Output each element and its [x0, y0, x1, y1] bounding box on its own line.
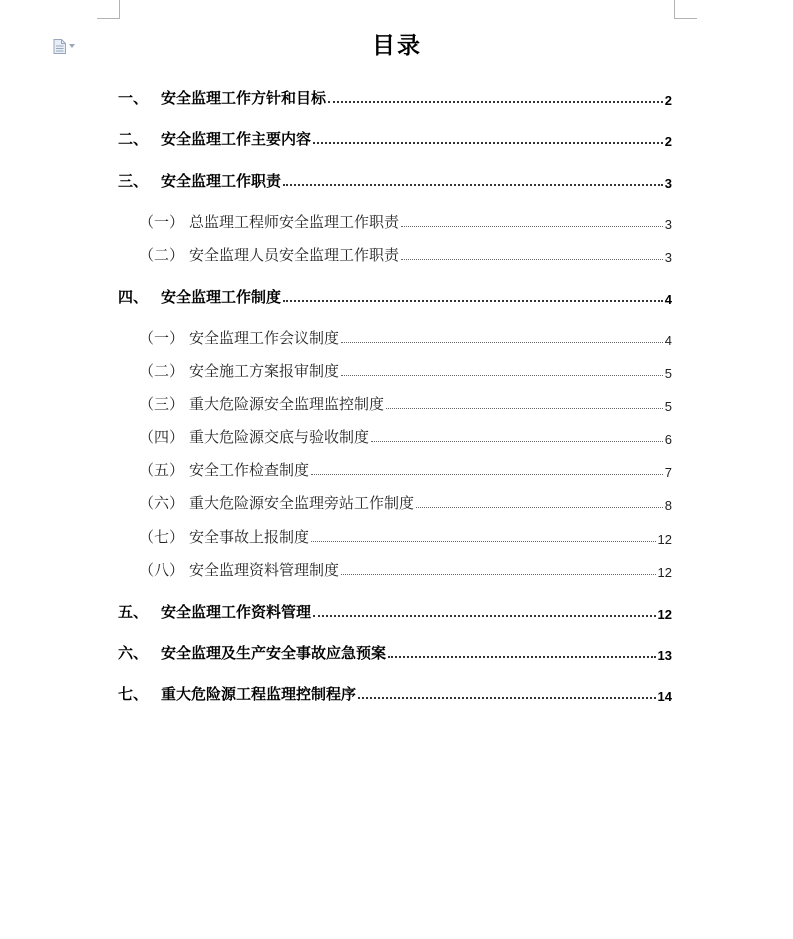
toc-page-number: 2	[664, 134, 672, 149]
toc-entry-number: （二）	[139, 246, 185, 264]
toc-entry[interactable]	[118, 127, 672, 149]
toc-entry-number: 五、	[118, 603, 149, 621]
toc-entry-number: （一）	[139, 329, 185, 347]
toc-dot-leader	[283, 184, 663, 186]
toc-entry-title: 安全监理工作方针和目标	[161, 89, 327, 107]
toc-entry[interactable]	[118, 682, 672, 704]
toc-dot-leader	[311, 541, 656, 542]
toc-dot-leader	[313, 142, 663, 144]
toc-entry[interactable]	[139, 491, 672, 513]
toc-dot-leader	[358, 697, 656, 699]
toc-page-number: 7	[664, 465, 672, 480]
toc-entry-number: 一、	[118, 89, 149, 107]
toc-entry-title: 安全监理资料管理制度	[189, 561, 340, 579]
toc-entry-title: 安全监理工作制度	[161, 288, 282, 306]
toc-entry-title: 安全监理工作主要内容	[161, 130, 312, 148]
toc-entry-number: 六、	[118, 644, 149, 662]
toc-entry-title: 安全施工方案报审制度	[189, 362, 340, 380]
toc-page-number: 14	[657, 689, 672, 704]
toc-page-number: 6	[664, 432, 672, 447]
toc-entry[interactable]	[118, 169, 672, 191]
toc-page-number: 5	[664, 366, 672, 381]
toc-entry-title: 安全事故上报制度	[189, 528, 310, 546]
toc-entry[interactable]	[139, 359, 672, 381]
toc-entry-title: 安全监理工作会议制度	[189, 329, 340, 347]
toc-entry-number: （八）	[139, 561, 185, 579]
toc-entry[interactable]	[139, 326, 672, 348]
toc-dot-leader	[341, 375, 663, 376]
page-title: 目录	[372, 33, 422, 59]
toc-page-number: 4	[664, 292, 672, 307]
toc-entry-title: 安全监理及生产安全事故应急预案	[161, 644, 387, 662]
toc-dot-leader	[371, 441, 663, 442]
toc-entry-number: 二、	[118, 130, 149, 148]
toc-entry-title: 安全监理工作资料管理	[161, 603, 312, 621]
toc-entry[interactable]	[139, 525, 672, 547]
toc-entry-number: （二）	[139, 362, 185, 380]
toc-page-number: 3	[664, 250, 672, 265]
toc-entry-number: （七）	[139, 528, 185, 546]
toc-dot-leader	[328, 101, 663, 103]
toc-dot-leader	[341, 342, 663, 343]
toc-page-number: 12	[657, 532, 672, 547]
toc-dot-leader	[388, 656, 656, 658]
toc-dot-leader	[401, 226, 663, 227]
toc-entry[interactable]	[118, 86, 672, 108]
toc-dot-leader	[283, 300, 663, 302]
toc-entry-number: 三、	[118, 172, 149, 190]
toc-dot-leader	[311, 474, 663, 475]
toc-entry-title: 总监理工程师安全监理工作职责	[189, 213, 400, 231]
toc-dot-leader	[416, 507, 663, 508]
toc-entry[interactable]	[139, 210, 672, 232]
toc-page-number: 13	[657, 648, 672, 663]
toc-entry[interactable]	[118, 641, 672, 663]
toc-page-number: 8	[664, 498, 672, 513]
toc-entry-number: （六）	[139, 494, 185, 512]
toc-page-number: 5	[664, 399, 672, 414]
toc-entry-title: 安全监理人员安全监理工作职责	[189, 246, 400, 264]
toc-page-number: 4	[664, 333, 672, 348]
toc-entry-title: 重大危险源工程监理控制程序	[161, 685, 357, 703]
toc-entry-number: （四）	[139, 428, 185, 446]
toc-entry-title: 重大危险源安全监理旁站工作制度	[189, 494, 415, 512]
toc-page-number: 12	[657, 565, 672, 580]
toc-entry[interactable]	[139, 458, 672, 480]
toc-entry-title: 重大危险源交底与验收制度	[189, 428, 370, 446]
toc-entry-title: 安全工作检查制度	[189, 461, 310, 479]
toc-entry[interactable]	[139, 558, 672, 580]
toc-entry-number: （三）	[139, 395, 185, 413]
toc-entry-number: （五）	[139, 461, 185, 479]
toc-page-number: 3	[664, 176, 672, 191]
toc-entry[interactable]	[118, 600, 672, 622]
toc-entry-title: 重大危险源安全监理监控制度	[189, 395, 385, 413]
toc-entry-number: （一）	[139, 213, 185, 231]
toc-entry-title: 安全监理工作职责	[161, 172, 282, 190]
toc-dot-leader	[313, 615, 656, 617]
toc-page-number: 3	[664, 217, 672, 232]
toc-page-number: 2	[664, 93, 672, 108]
toc-entry-number: 七、	[118, 685, 149, 703]
toc-entry[interactable]	[139, 243, 672, 265]
toc-entry[interactable]	[118, 285, 672, 307]
toc-page-number: 12	[657, 607, 672, 622]
toc-entry[interactable]	[139, 425, 672, 447]
toc-dot-leader	[386, 408, 663, 409]
toc-dot-leader	[401, 259, 663, 260]
toc-dot-leader	[341, 574, 656, 575]
toc-entry-number: 四、	[118, 288, 149, 306]
toc-entry[interactable]	[139, 392, 672, 414]
